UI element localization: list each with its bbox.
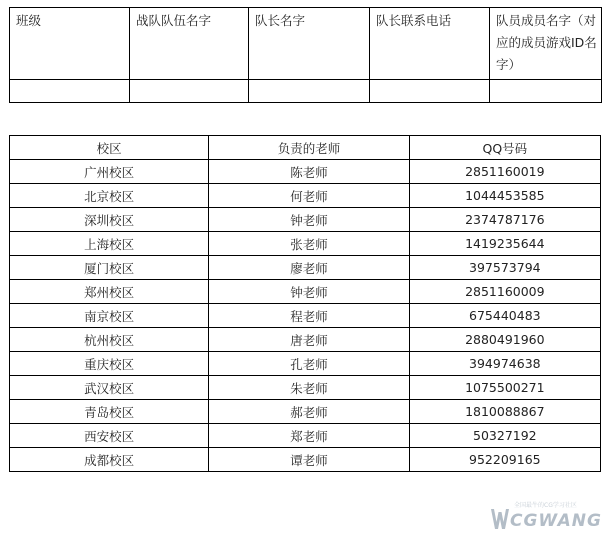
- teacher-cell: 何老师: [209, 184, 409, 208]
- contact-row: [10, 328, 601, 352]
- qq-number-cell: 50327192: [409, 424, 600, 448]
- contact-row: [10, 184, 601, 208]
- contact-row: [10, 424, 601, 448]
- qq-number-cell: 675440483: [409, 304, 600, 328]
- qq-number-cell: 2851160019: [409, 160, 600, 184]
- contact-row: [10, 352, 601, 376]
- campus-contact-table: [9, 135, 601, 472]
- campus-cell: 西安校区: [10, 424, 209, 448]
- registration-header-row: [10, 8, 602, 80]
- watermark-brand: CGWANG: [510, 511, 602, 531]
- campus-cell: 重庆校区: [10, 352, 209, 376]
- qq-number-cell: 952209165: [409, 448, 600, 472]
- blank-cell[interactable]: [10, 80, 130, 103]
- cgwang-watermark: [490, 503, 612, 537]
- contact-row: [10, 304, 601, 328]
- qq-number-cell: 1075500271: [409, 376, 600, 400]
- contact-table-body: [10, 160, 601, 472]
- blank-cell[interactable]: [490, 80, 602, 103]
- campus-cell: 上海校区: [10, 232, 209, 256]
- campus-cell: 北京校区: [10, 184, 209, 208]
- header-campus: 校区: [10, 136, 209, 160]
- campus-cell: 广州校区: [10, 160, 209, 184]
- campus-cell: 杭州校区: [10, 328, 209, 352]
- contact-row: [10, 256, 601, 280]
- teacher-cell: 郝老师: [209, 400, 409, 424]
- w-logo-icon: [490, 505, 510, 533]
- contact-row: [10, 208, 601, 232]
- qq-number-cell: 394974638: [409, 352, 600, 376]
- qq-number-cell: 1419235644: [409, 232, 600, 256]
- qq-number-cell: 397573794: [409, 256, 600, 280]
- teacher-cell: 钟老师: [209, 280, 409, 304]
- qq-number-cell: 1044453585: [409, 184, 600, 208]
- teacher-cell: 谭老师: [209, 448, 409, 472]
- teacher-cell: 张老师: [209, 232, 409, 256]
- teacher-cell: 孔老师: [209, 352, 409, 376]
- teacher-cell: 朱老师: [209, 376, 409, 400]
- campus-cell: 南京校区: [10, 304, 209, 328]
- header-captain-phone: 队长联系电话: [370, 8, 490, 80]
- teacher-cell: 陈老师: [209, 160, 409, 184]
- teacher-cell: 唐老师: [209, 328, 409, 352]
- contact-row: [10, 280, 601, 304]
- teacher-cell: 郑老师: [209, 424, 409, 448]
- contact-row: [10, 448, 601, 472]
- contact-row: [10, 376, 601, 400]
- blank-cell[interactable]: [249, 80, 370, 103]
- campus-cell: 青岛校区: [10, 400, 209, 424]
- qq-number-cell: 2851160009: [409, 280, 600, 304]
- qq-number-cell: 1810088867: [409, 400, 600, 424]
- campus-cell: 厦门校区: [10, 256, 209, 280]
- teacher-cell: 钟老师: [209, 208, 409, 232]
- campus-cell: 武汉校区: [10, 376, 209, 400]
- header-class: 班级: [10, 8, 130, 80]
- contact-row: [10, 400, 601, 424]
- campus-cell: 郑州校区: [10, 280, 209, 304]
- campus-cell: 成都校区: [10, 448, 209, 472]
- team-registration-table: [9, 7, 602, 103]
- teacher-cell: 廖老师: [209, 256, 409, 280]
- registration-blank-row: [10, 80, 602, 103]
- contact-row: [10, 232, 601, 256]
- qq-number-cell: 2374787176: [409, 208, 600, 232]
- watermark-tagline: 全国最牛的CG学习社区: [514, 502, 577, 509]
- header-captain-name: 队长名字: [249, 8, 370, 80]
- campus-cell: 深圳校区: [10, 208, 209, 232]
- blank-cell[interactable]: [370, 80, 490, 103]
- contact-header-row: [10, 136, 601, 160]
- header-team-name: 战队队伍名字: [130, 8, 249, 80]
- blank-cell[interactable]: [130, 80, 249, 103]
- header-member-names: 队员成员名字（对应的成员游戏ID名字）: [490, 8, 602, 80]
- header-teacher: 负责的老师: [209, 136, 409, 160]
- teacher-cell: 程老师: [209, 304, 409, 328]
- header-qq: QQ号码: [409, 136, 600, 160]
- contact-row: [10, 160, 601, 184]
- qq-number-cell: 2880491960: [409, 328, 600, 352]
